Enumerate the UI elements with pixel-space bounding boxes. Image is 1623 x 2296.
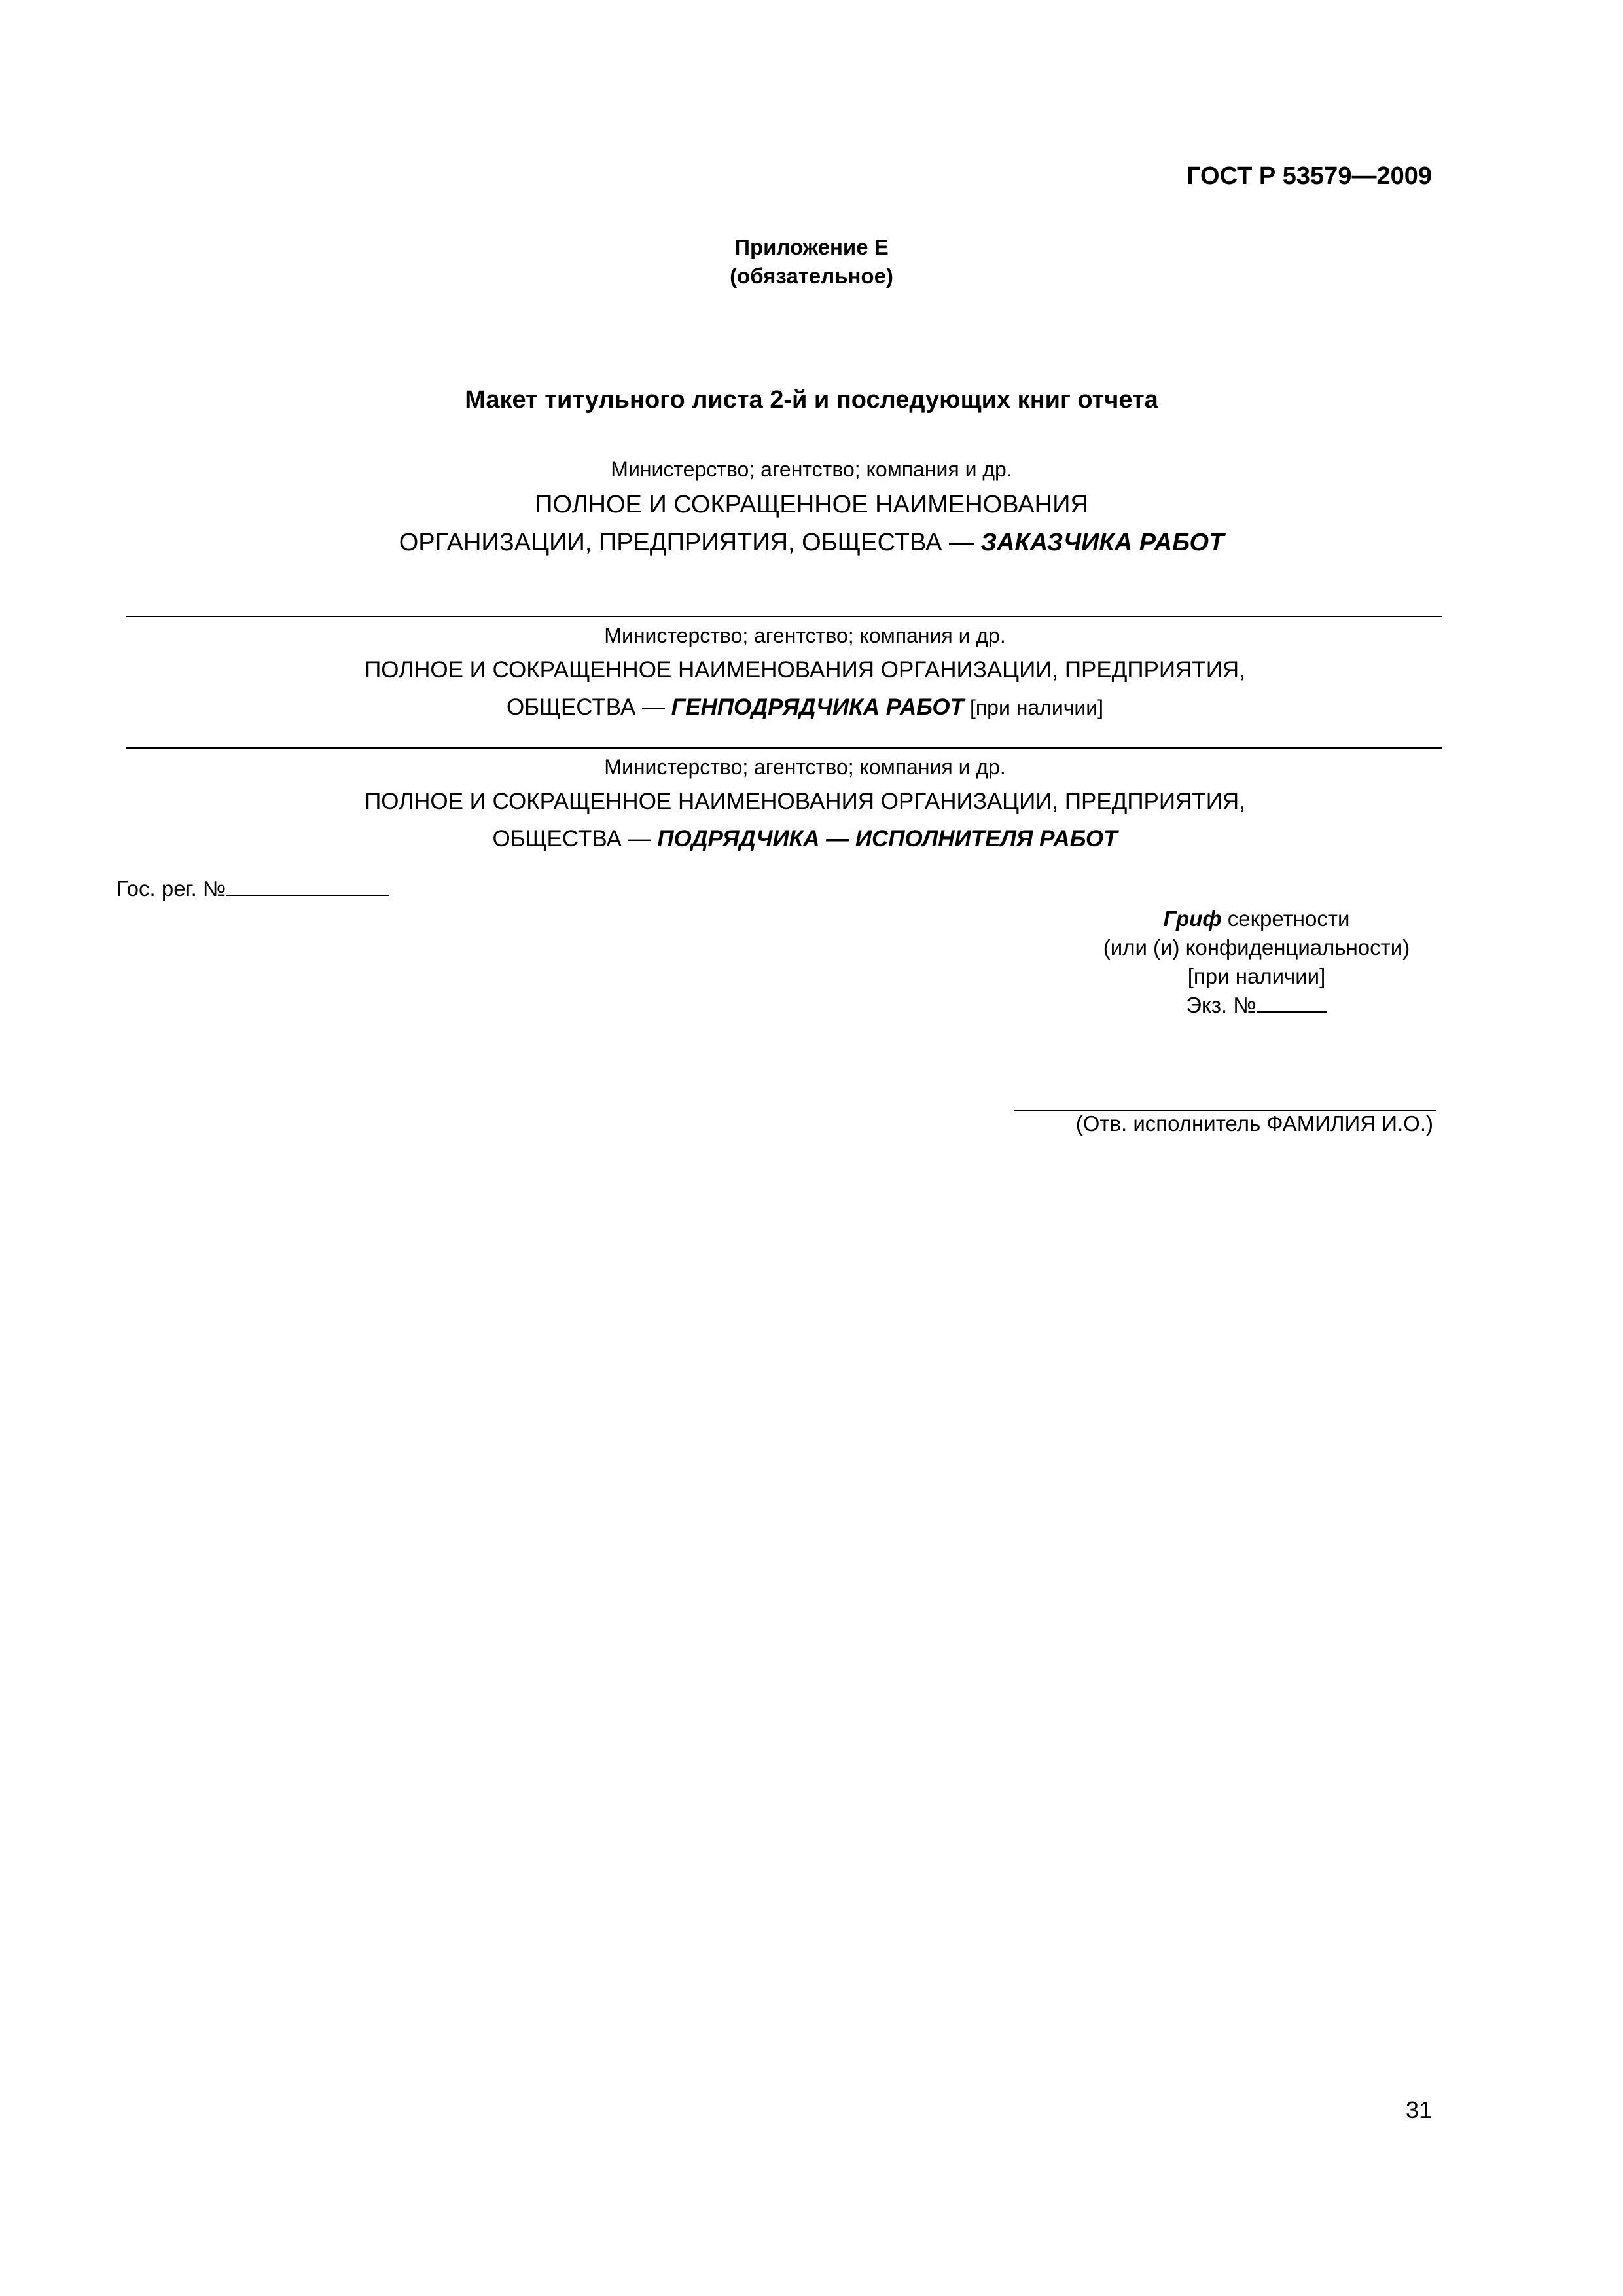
registration-label: Гос. рег. № [116,876,226,901]
customer-role: ЗАКАЗЧИКА РАБОТ [980,529,1224,556]
customer-line1: ПОЛНОЕ И СОКРАЩЕННОЕ НАИМЕНОВАНИЯ [535,491,1088,518]
copy-blank [1257,992,1327,1013]
appendix-heading [0,233,1623,291]
customer-block [0,453,1623,562]
general-contractor-line2-prefix: ОБЩЕСТВА — [506,694,671,720]
copy-number [1073,991,1440,1020]
copy-label: Экз. № [1186,993,1257,1017]
standard-number: ГОСТ Р 53579—2009 [1186,162,1432,190]
classification-block [1073,905,1440,1020]
page-title: Макет титульного листа 2-й и последующих книг отчета [465,386,1158,414]
appendix-label: Приложение Е [734,235,889,259]
customer-line2 [0,524,1623,562]
customer-ministry: Министерство; агентство; компания и др. [611,457,1012,481]
contractor-block [0,751,1616,858]
contractor-line2 [0,820,1616,858]
grif-rest: секретности [1221,906,1350,931]
classification-note: [при наличии] [1187,964,1326,988]
general-contractor-line2 [0,689,1616,726]
separator-line [126,616,1442,617]
contractor-line2-prefix: ОБЩЕСТВА — [492,826,658,852]
registration-number [116,875,389,901]
appendix-status: (обязательное) [730,264,893,288]
general-contractor-role: ГЕНПОДРЯДЧИКА РАБОТ [671,694,965,720]
contractor-ministry: Министерство; агентство; компания и др. [604,755,1006,779]
page-number: 31 [1405,2096,1432,2123]
confidentiality-line: (или (и) конфиденциальности) [1103,935,1410,960]
customer-line2-prefix: ОРГАНИЗАЦИИ, ПРЕДПРИЯТИЯ, ОБЩЕСТВА — [399,529,981,556]
general-contractor-note: [при наличии] [964,696,1104,719]
contractor-role: ПОДРЯДЧИКА — ИСПОЛНИТЕЛЯ РАБОТ [657,826,1118,852]
grif-label: Гриф [1163,906,1222,931]
separator-line [126,747,1442,749]
contractor-line1: ПОЛНОЕ И СОКРАЩЕННОЕ НАИМЕНОВАНИЯ ОРГАНИЗАЦИИ, ПРЕДПРИЯТИЯ, [365,789,1245,814]
general-contractor-line1: ПОЛНОЕ И СОКРАЩЕННОЕ НАИМЕНОВАНИЯ ОРГАНИЗАЦИИ, ПРЕДПРИЯТИЯ, [365,657,1245,683]
registration-blank [226,875,389,896]
responsible-executor: (Отв. исполнитель ФАМИЛИЯ И.О.) [1075,1111,1433,1136]
general-contractor-ministry: Министерство; агентство; компания и др. [604,624,1006,647]
general-contractor-block [0,619,1616,726]
grif-line [1073,905,1440,933]
